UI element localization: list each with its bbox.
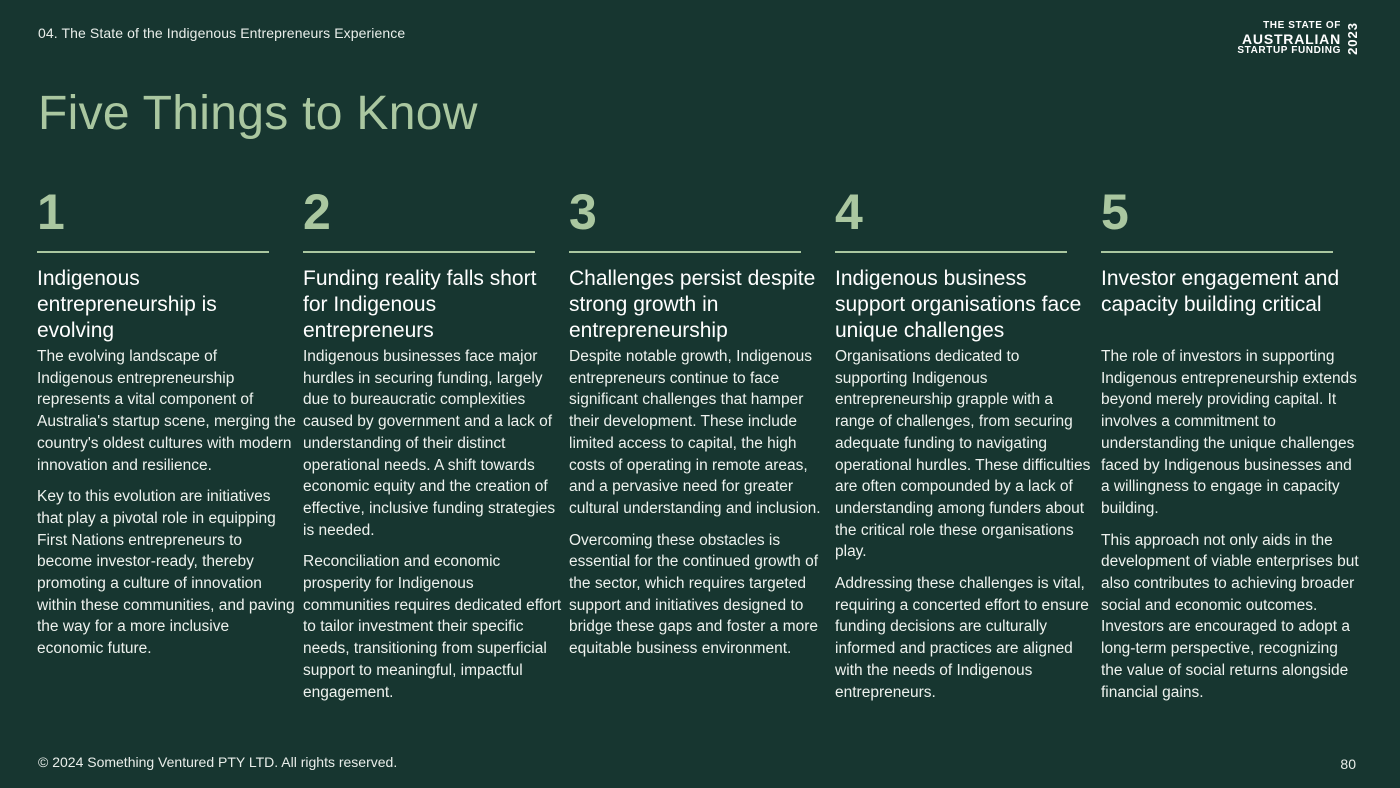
thing-paragraph: The role of investors in supporting Indigenous entrepreneurship extends beyond merely providing capital. It involves a commitment to understanding the unique challenges faced by Indigenous businesses and a willingness to engage in capacity building. [1101, 348, 1357, 517]
thing-paragraph: Indigenous businesses face major hurdles in securing funding, largely due to bureaucratic complexities caused by government and a lack of understanding of their distinct operational needs. A shift towards economic equity and the creation of effective, inclusive funding strategies is needed. [303, 348, 556, 539]
thing-body [835, 346, 1101, 703]
thing-paragraph: Despite notable growth, Indigenous entrepreneurs continue to face significant challenges that hamper their development. These include limited access to capital, the high costs of operating in remote areas, and a pervasive need for greater cultural understanding and inclusion. [569, 348, 821, 517]
divider-rule [569, 251, 801, 253]
thing-column-5 [1101, 185, 1367, 713]
thing-title: Challenges persist despite strong growth in entrepreneurship [569, 267, 816, 342]
thing-number: 3 [569, 184, 597, 240]
thing-paragraph: Addressing these challenges is vital, requiring a concerted effort to ensure funding decisions are culturally informed and practices are aligned with the needs of Indigenous entrepreneurs. [835, 575, 1089, 701]
five-things-columns [37, 185, 1367, 713]
thing-title: Indigenous business support organisations face unique challenges [835, 267, 1082, 342]
thing-column-3 [569, 185, 835, 713]
divider-rule [835, 251, 1067, 253]
divider-rule [303, 251, 535, 253]
page-number: 80 [1340, 756, 1356, 772]
divider-rule [1101, 251, 1333, 253]
report-logo [1237, 21, 1360, 57]
section-label: 04. The State of the Indigenous Entrepreneurs Experience [38, 25, 406, 41]
thing-number: 1 [37, 184, 65, 240]
thing-title: Funding reality falls short for Indigenous entrepreneurs [303, 267, 537, 342]
thing-column-2 [303, 185, 569, 713]
copyright-notice: © 2024 Something Ventured PTY LTD. All rights reserved. [38, 754, 398, 770]
thing-number: 5 [1101, 184, 1129, 240]
thing-paragraph: Reconciliation and economic prosperity for Indigenous communities requires dedicated effort to tailor investment their specific needs, transitioning from superficial support to meaningful, impactful engagement. [303, 553, 562, 701]
thing-paragraph: Key to this evolution are initiatives that play a pivotal role in equipping First Nations entrepreneurs to become investor-ready, thereby promoting a culture of innovation within these communities, and paving the way for a more inclusive economic future. [37, 488, 295, 658]
thing-title: Investor engagement and capacity building critical [1101, 267, 1340, 316]
thing-column-1 [37, 185, 303, 713]
logo-line-2: AUSTRALIAN [1242, 30, 1341, 47]
thing-paragraph: Overcoming these obstacles is essential for the continued growth of the sector, which requires targeted support and initiatives designed to bridge these gaps and foster a more equitable business environment. [569, 531, 819, 658]
thing-title: Indigenous entrepreneurship is evolving [37, 267, 217, 342]
logo-line-1: THE STATE OF [1263, 20, 1341, 31]
logo-line-3: STARTUP FUNDING [1237, 45, 1341, 57]
thing-body [1101, 346, 1367, 703]
thing-paragraph: Organisations dedicated to supporting Indigenous entrepreneurship grapple with a range of challenges, from securing adequate funding to navigating operational hurdles. These difficulties are often compounded by a lack of understanding among funders about the critical role these organisations play. [835, 348, 1091, 561]
thing-paragraph: This approach not only aids in the development of viable enterprises but also contributes to achieving broader social and economic outcomes. Investors are encouraged to adopt a long-term perspective, recognizing the value of social returns alongside financial gains. [1101, 531, 1359, 701]
thing-body [37, 346, 303, 660]
thing-number: 2 [303, 184, 331, 240]
thing-paragraph: The evolving landscape of Indigenous entrepreneurship represents a vital component of Australia's startup scene, merging the country's oldest cultures with modern innovation and resilience. [37, 348, 296, 474]
logo-year: 2023 [1345, 22, 1360, 56]
thing-body [303, 346, 569, 703]
page-title: Five Things to Know [38, 87, 478, 140]
thing-body [569, 346, 835, 660]
thing-number: 4 [835, 184, 863, 240]
divider-rule [37, 251, 269, 253]
report-logo-text [1237, 21, 1341, 57]
thing-column-4 [835, 185, 1101, 713]
